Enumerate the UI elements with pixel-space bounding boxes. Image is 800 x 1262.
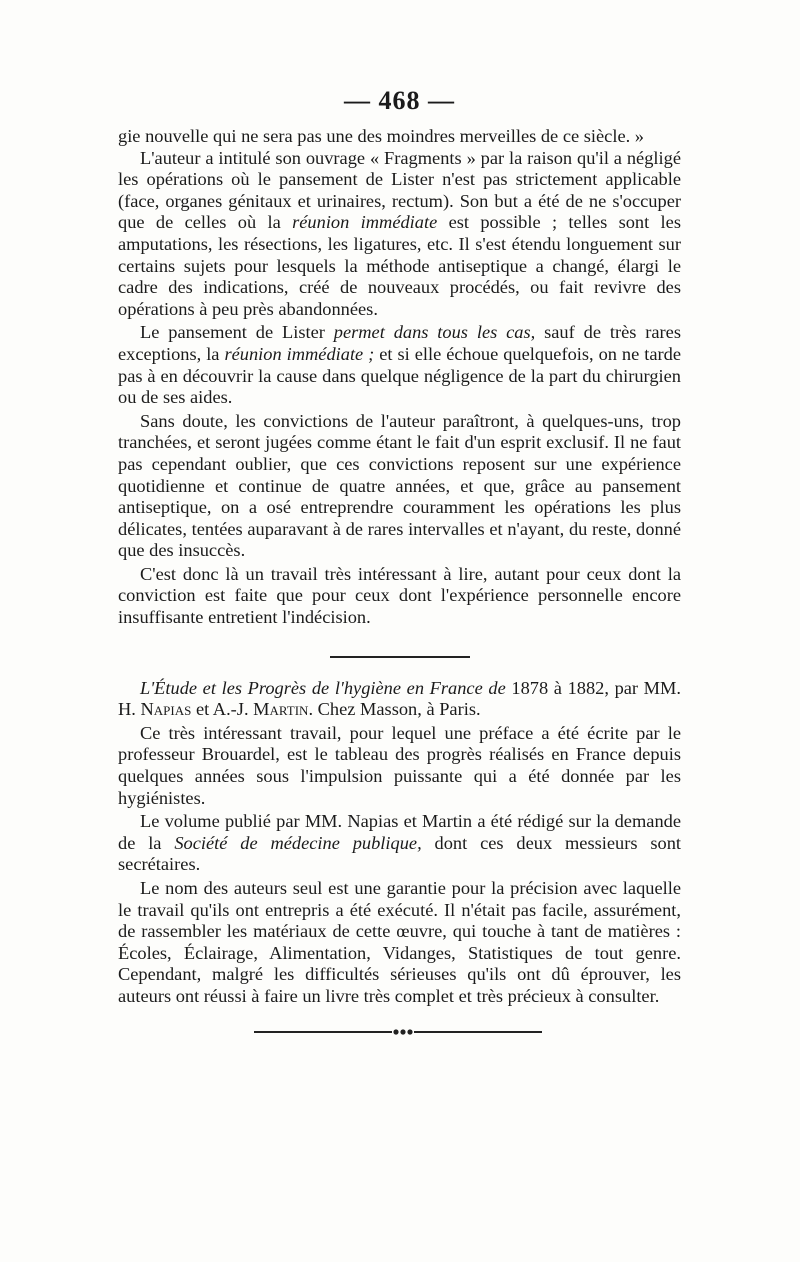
emphasis: permet dans tous les cas, <box>333 322 536 343</box>
paragraph-lister: Le pansement de Lister permet dans tous les cas, sauf de très rares exceptions, la réunion immédiate ; et si elle échoue quelquefois, on ne tarde pas à en découvrir la cause dans quelque négligence de la part du chirurgien ou de ses aides. <box>118 322 682 408</box>
paragraph-conclusion: C'est donc là un travail très intéressant à lire, autant pour ceux dont la conviction est faite que pour ceux dont l'expérience personnelle encore insuffisante entretient l'indécision. <box>118 563 681 628</box>
text-block <box>118 88 681 1008</box>
paragraph-fragments: L'auteur a intitulé son ouvrage « Fragments » par la raison qu'il a négligé les opérations où le pansement de Lister n'est pas strictement applicable (face, organes génitaux et urinaires, rectum). Son but a été de ne s'occuper que de celles où la réunion immédiate est possible ; telles sont les amputations, les résections, les ligatures, etc. Il s'est étendu longuement sur certains sujets pour lesquels la méthode antiseptique a changé, élargi le cadre des indications, créé de nouveaux procédés, ou fait revivre des opérations à peu près abandonnées. <box>118 147 681 319</box>
paragraph-preface: Ce très intéressant travail, pour lequel une préface a été écrite par le professeur Brouardel, est le tableau des progrès réalisés en France depuis quelques années sous l'impulsion puissante qui a été donnée par les hygiénistes. <box>118 722 681 808</box>
review-years: 1878 à 1882, par MM. H. <box>118 677 681 720</box>
review-author-martin: Martin <box>253 699 309 720</box>
section-divider <box>330 656 470 658</box>
emphasis: réunion immédiate <box>292 212 438 233</box>
paragraph-volume: Le volume publié par MM. Napias et Martin a été rédigé sur la demande de la Société de médecine publique, dont ces deux messieurs sont secrétaires. <box>118 811 681 875</box>
emphasis: Société de médecine publique, <box>174 832 422 853</box>
page-number: — 468 — <box>344 86 455 115</box>
review-publisher: . Chez Masson, à Paris. <box>308 699 481 720</box>
review-connector: et A.-J. <box>191 699 254 720</box>
end-ornament <box>254 1029 542 1035</box>
review-title: L'Étude et les Progrès de l'hygiène en France de <box>140 677 506 698</box>
emphasis: réunion immédiate ; <box>224 343 375 364</box>
paragraph-continuation: gie nouvelle qui ne sera pas une des moindres merveilles de ce siècle. » <box>118 126 644 146</box>
paragraph-convictions: Sans doute, les convictions de l'auteur paraîtront, à quelques-uns, trop tranchées, et seront jugées comme étant le fait d'un esprit exclusif. Il ne faut pas cependant oublier, que ces convictions reposent sur une expérience quotidienne et continue de quatre années, et que, grâce au pansement antiseptique, on a osé entreprendre couramment les opérations les plus délicates, tentées auparavant à de rares intervalles et n'ayant, du reste, donné que des insuccès. <box>118 410 681 561</box>
paragraph-authors: Le nom des auteurs seul est une garantie pour la précision avec laquelle le travail qu'ils ont entrepris a été exécuté. Il n'était pas facile, assurément, de rassembler les matériaux de cette œuvre, qui touche à tant de matières : Écoles, Éclairage, Alimentation, Vidanges, Statistiques de tout genre. Cependant, malgré les difficultés sérieuses qu'ils ont dû éprouver, les auteurs ont réussi à faire un livre très complet et très précieux à consulter. <box>118 878 681 1006</box>
review-author-napias: Napias <box>140 699 192 720</box>
review-heading <box>118 678 681 721</box>
